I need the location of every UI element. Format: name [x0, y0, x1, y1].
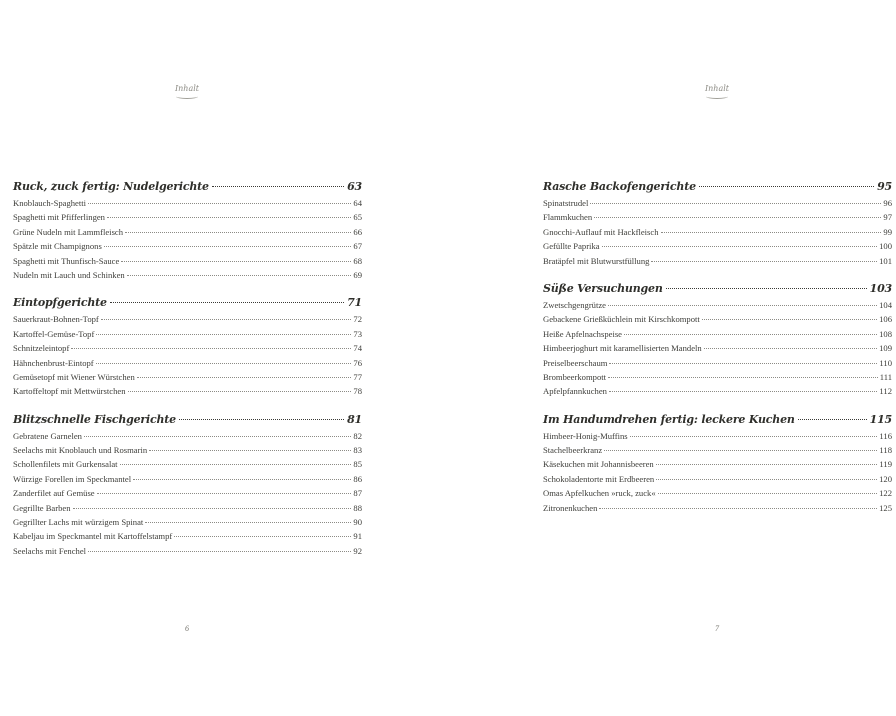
- toc-entry[interactable]: [13, 515, 362, 529]
- section-page-number: 115: [869, 412, 892, 426]
- section-title: Rasche Backofengerichte: [543, 180, 696, 193]
- entry-title: Gebratene Garnelen: [13, 430, 82, 441]
- entry-page-number: 85: [353, 459, 362, 470]
- entry-page-number: 116: [879, 430, 892, 441]
- section-heading[interactable]: [13, 178, 362, 196]
- entry-title: Preiselbeerschaum: [543, 357, 608, 368]
- section-heading[interactable]: [543, 280, 892, 298]
- entry-title: Gnocchi-Auflauf mit Hackfleisch: [543, 226, 659, 237]
- entry-page-number: 97: [883, 212, 892, 223]
- entry-title: Gefüllte Paprika: [543, 241, 600, 252]
- table-of-contents: [543, 178, 892, 527]
- entry-title: Kartoffel-Gemüse-Topf: [13, 328, 95, 339]
- entry-title: Gebackene Grießküchlein mit Kirschkompott: [543, 314, 700, 325]
- entry-title: Himbeerjoghurt mit karamellisierten Mandeln: [543, 343, 702, 354]
- dot-leader: [624, 334, 877, 335]
- dot-leader: [212, 186, 344, 187]
- toc-entry[interactable]: [13, 268, 362, 282]
- entry-page-number: 109: [879, 343, 892, 354]
- toc-entry[interactable]: [13, 501, 362, 515]
- entry-page-number: 82: [353, 430, 362, 441]
- toc-entry[interactable]: [13, 210, 362, 224]
- toc-section: [13, 294, 362, 398]
- entry-title: Omas Apfelkuchen »ruck, zuck«: [543, 488, 656, 499]
- entry-page-number: 118: [879, 445, 892, 456]
- dot-leader: [133, 479, 351, 480]
- dot-leader: [704, 348, 877, 349]
- entry-page-number: 90: [353, 517, 362, 528]
- dot-leader: [149, 450, 351, 451]
- entry-page-number: 100: [879, 241, 892, 252]
- entry-title: Zwetschgengrütze: [543, 299, 606, 310]
- entry-page-number: 125: [879, 502, 892, 513]
- dot-leader: [104, 246, 352, 247]
- entry-page-number: 120: [879, 473, 892, 484]
- toc-entry[interactable]: [13, 196, 362, 210]
- toc-entry[interactable]: [13, 486, 362, 500]
- dot-leader: [107, 217, 351, 218]
- toc-entry[interactable]: [543, 472, 892, 486]
- entry-page-number: 101: [879, 255, 892, 266]
- dot-leader: [101, 319, 352, 320]
- toc-entry[interactable]: [13, 544, 362, 558]
- toc-entry[interactable]: [13, 239, 362, 253]
- toc-entry[interactable]: [13, 254, 362, 268]
- entry-title: Gegrillter Lachs mit würzigem Spinat: [13, 517, 144, 528]
- toc-entry[interactable]: [13, 384, 362, 398]
- toc-entry[interactable]: [13, 370, 362, 384]
- dot-leader: [798, 419, 867, 420]
- dot-leader: [658, 493, 877, 494]
- toc-entry[interactable]: [543, 501, 892, 515]
- entry-page-number: 86: [353, 473, 362, 484]
- entry-page-number: 91: [353, 531, 362, 542]
- entry-title: Schnitzeleintopf: [13, 343, 70, 354]
- entry-page-number: 83: [353, 445, 362, 456]
- toc-entry[interactable]: [543, 327, 892, 341]
- ornament-swash-icon: [176, 94, 198, 99]
- entry-page-number: 72: [353, 314, 362, 325]
- entry-page-number: 66: [353, 226, 362, 237]
- entry-page-number: 99: [883, 226, 892, 237]
- dot-leader: [128, 391, 352, 392]
- entry-title: Zanderfilet auf Gemüse: [13, 488, 95, 499]
- toc-entry[interactable]: [543, 239, 892, 253]
- toc-entry[interactable]: [13, 327, 362, 341]
- entry-page-number: 74: [353, 343, 362, 354]
- entry-page-number: 110: [879, 357, 892, 368]
- entry-title: Stachelbeerkranz: [543, 445, 603, 456]
- toc-entry[interactable]: [13, 443, 362, 457]
- dot-leader: [88, 551, 351, 552]
- toc-section: [13, 411, 362, 559]
- dot-leader: [594, 217, 881, 218]
- entry-title: Gemüsetopf mit Wiener Würstchen: [13, 371, 135, 382]
- entry-page-number: 76: [353, 357, 362, 368]
- dot-leader: [145, 522, 351, 523]
- entry-title: Nudeln mit Lauch und Schinken: [13, 269, 125, 280]
- dot-leader: [604, 450, 877, 451]
- entry-title: Hähnchenbrust-Eintopf: [13, 357, 94, 368]
- toc-entry[interactable]: [543, 486, 892, 500]
- entry-title: Seelachs mit Fenchel: [13, 545, 87, 556]
- toc-entry[interactable]: [543, 312, 892, 326]
- section-title: Süße Versuchungen: [543, 281, 663, 295]
- entry-title: Sauerkraut-Bohnen-Topf: [13, 314, 99, 325]
- dot-leader: [127, 275, 352, 276]
- toc-section: [543, 411, 892, 515]
- running-head: Inhalt: [167, 84, 207, 99]
- toc-entry[interactable]: [13, 429, 362, 443]
- dot-leader: [666, 288, 867, 289]
- entry-title: Bratäpfel mit Blutwurstfüllung: [543, 255, 650, 266]
- toc-entry[interactable]: [543, 457, 892, 471]
- entry-page-number: 77: [353, 371, 362, 382]
- section-page-number: 81: [347, 412, 362, 426]
- entry-title: Zitronenkuchen: [543, 502, 598, 513]
- dot-leader: [651, 261, 877, 262]
- section-page-number: 71: [347, 296, 362, 310]
- dot-leader: [84, 436, 351, 437]
- dot-leader: [71, 348, 351, 349]
- table-of-contents: [13, 178, 362, 570]
- entry-page-number: 96: [883, 198, 892, 208]
- entry-page-number: 64: [353, 198, 362, 208]
- toc-entry[interactable]: [543, 356, 892, 370]
- section-heading[interactable]: [13, 411, 362, 429]
- right-page: [448, 0, 896, 716]
- section-page-number: 95: [877, 180, 892, 193]
- entry-title: Flammkuchen: [543, 212, 593, 223]
- toc-entry[interactable]: [13, 225, 362, 239]
- toc-entry[interactable]: [543, 443, 892, 457]
- toc-entry[interactable]: [543, 429, 892, 443]
- toc-entry[interactable]: [543, 341, 892, 355]
- entry-page-number: 67: [353, 241, 362, 252]
- entry-title: Spätzle mit Champignons: [13, 241, 102, 252]
- dot-leader: [630, 436, 878, 437]
- entry-title: Grüne Nudeln mit Lammfleisch: [13, 226, 124, 237]
- dot-leader: [608, 305, 877, 306]
- entry-title: Kartoffeltopf mit Mettwürstchen: [13, 386, 126, 397]
- entry-title: Apfelpfannkuchen: [543, 386, 607, 397]
- dot-leader: [656, 464, 878, 465]
- dot-leader: [699, 186, 874, 187]
- toc-entry[interactable]: [543, 210, 892, 224]
- dot-leader: [96, 334, 351, 335]
- section-page-number: 63: [347, 180, 362, 193]
- dot-leader: [121, 261, 351, 262]
- running-head: Inhalt: [697, 84, 737, 99]
- dot-leader: [702, 319, 877, 320]
- entry-title: Spaghetti mit Thunfisch-Sauce: [13, 255, 120, 266]
- toc-entry[interactable]: [13, 356, 362, 370]
- entry-page-number: 104: [879, 299, 892, 310]
- dot-leader: [120, 464, 352, 465]
- entry-page-number: 87: [353, 488, 362, 499]
- ornament-swash-icon: [706, 94, 728, 99]
- dot-leader: [174, 536, 351, 537]
- dot-leader: [608, 377, 878, 378]
- entry-title: Himbeer-Honig-Muffins: [543, 430, 628, 441]
- section-heading[interactable]: [543, 411, 892, 429]
- dot-leader: [599, 508, 877, 509]
- dot-leader: [137, 377, 352, 378]
- toc-entry[interactable]: [13, 457, 362, 471]
- entry-page-number: 108: [879, 328, 892, 339]
- entry-page-number: 92: [353, 545, 362, 556]
- entry-page-number: 88: [353, 502, 362, 513]
- toc-entry[interactable]: [13, 312, 362, 326]
- entry-title: Käsekuchen mit Johannisbeeren: [543, 459, 654, 470]
- toc-section: [543, 178, 892, 268]
- entry-page-number: 73: [353, 328, 362, 339]
- toc-entry[interactable]: [543, 196, 892, 210]
- entry-title: Gegrillte Barben: [13, 502, 71, 513]
- entry-title: Brombeerkompott: [543, 371, 607, 382]
- entry-page-number: 106: [879, 314, 892, 325]
- section-title: Im Handumdrehen fertig: leckere Kuchen: [543, 412, 795, 426]
- entry-page-number: 111: [879, 371, 892, 382]
- dot-leader: [125, 232, 351, 233]
- entry-page-number: 68: [353, 255, 362, 266]
- dot-leader: [656, 479, 877, 480]
- entry-page-number: 69: [353, 269, 362, 280]
- entry-page-number: 119: [879, 459, 892, 470]
- toc-entry[interactable]: [13, 341, 362, 355]
- dot-leader: [110, 302, 344, 303]
- dot-leader: [179, 419, 344, 420]
- page-number: 6: [185, 624, 189, 633]
- dot-leader: [661, 232, 882, 233]
- entry-title: Kabeljau im Speckmantel mit Kartoffelstampf: [13, 531, 173, 542]
- dot-leader: [590, 203, 881, 204]
- dot-leader: [96, 363, 352, 364]
- toc-entry[interactable]: [13, 472, 362, 486]
- entry-page-number: 78: [353, 386, 362, 397]
- dot-leader: [97, 493, 352, 494]
- page-number: 7: [715, 624, 719, 633]
- toc-entry[interactable]: [13, 529, 362, 543]
- entry-title: Spaghetti mit Pfifferlingen: [13, 212, 105, 223]
- section-heading[interactable]: [543, 178, 892, 196]
- dot-leader: [73, 508, 352, 509]
- toc-entry[interactable]: [543, 298, 892, 312]
- entry-title: Heiße Apfelnachspeise: [543, 328, 622, 339]
- entry-page-number: 65: [353, 212, 362, 223]
- toc-section: [543, 280, 892, 399]
- entry-title: Schokoladentorte mit Erdbeeren: [543, 473, 655, 484]
- toc-section: [13, 178, 362, 282]
- dot-leader: [609, 363, 877, 364]
- toc-entry[interactable]: [543, 225, 892, 239]
- section-page-number: 103: [869, 281, 892, 295]
- dot-leader: [88, 203, 351, 204]
- entry-title: Seelachs mit Knoblauch und Rosmarin: [13, 445, 148, 456]
- dot-leader: [609, 391, 877, 392]
- entry-page-number: 122: [879, 488, 892, 499]
- toc-entry[interactable]: [543, 254, 892, 268]
- entry-title: Spinatstrudel: [543, 198, 589, 208]
- toc-entry[interactable]: [543, 370, 892, 384]
- entry-title: Schollenfilets mit Gurkensalat: [13, 459, 118, 470]
- section-title: Ruck, zuck fertig: Nudelgerichte: [13, 180, 209, 193]
- toc-entry[interactable]: [543, 384, 892, 398]
- entry-title: Knoblauch-Spaghetti: [13, 198, 87, 208]
- dot-leader: [602, 246, 878, 247]
- section-heading[interactable]: [13, 294, 362, 312]
- section-title: Eintopfgerichte: [13, 296, 107, 310]
- entry-page-number: 112: [879, 386, 892, 397]
- entry-title: Würzige Forellen im Speckmantel: [13, 473, 132, 484]
- section-title: Blitzschnelle Fischgerichte: [13, 412, 176, 426]
